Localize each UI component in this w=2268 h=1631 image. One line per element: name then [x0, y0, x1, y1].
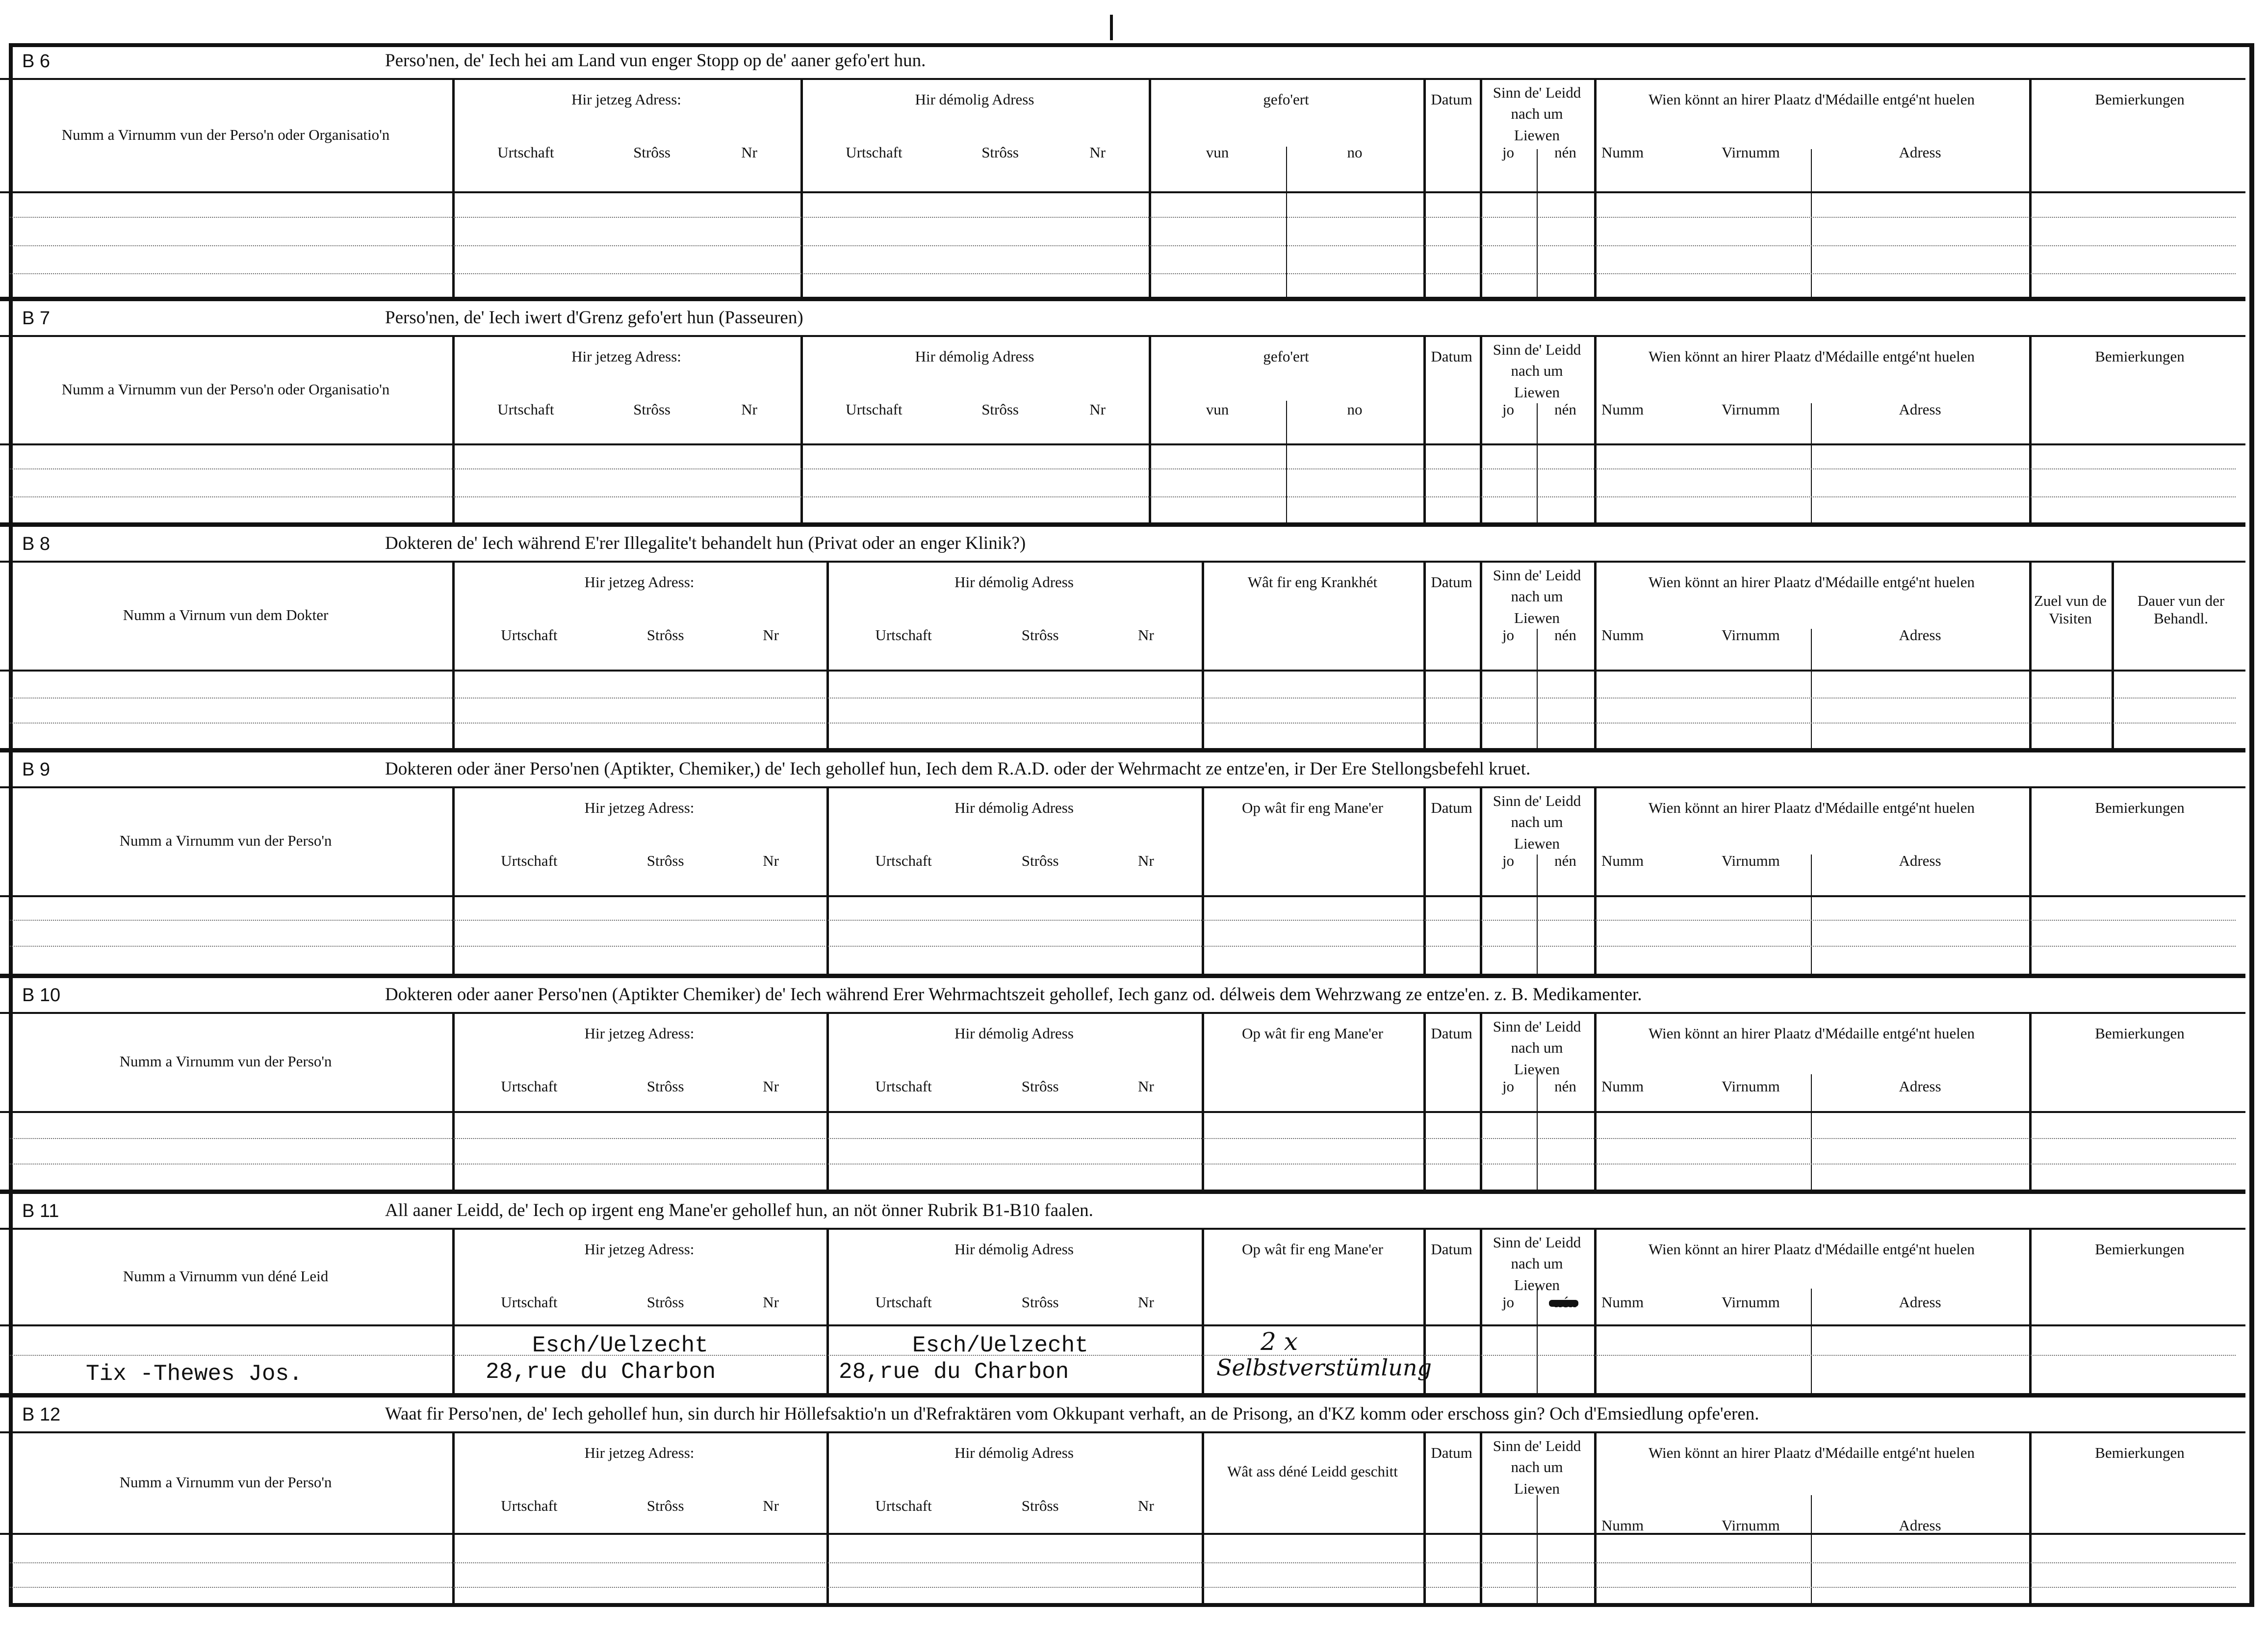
wien-virnumm: Virnumm	[1722, 144, 1780, 161]
kind-header: Op wât fir eng Mane'er	[1242, 1025, 1383, 1042]
section-title: Waat fir Perso'nen, de' Iech gehollef hun, sin durch hir Höllefsaktio'n un d'Refraktären vom Okkupant verhaft, an de Prisong, an d'KZ komm oder erschoss gin? Och d'Emsiedlung opfe'eren.	[385, 1404, 1759, 1424]
wien-header: Wien könnt an hirer Plaatz d'Médaille entgé'nt huelen	[1648, 1025, 1975, 1042]
wien-header: Wien könnt an hirer Plaatz d'Médaille entgé'nt huelen	[1648, 1444, 1975, 1461]
wien-divider	[1811, 629, 1812, 748]
column-divider	[1594, 337, 1597, 522]
former-address-urtschaft: Urtschaft	[875, 1078, 932, 1095]
column-divider	[2029, 563, 2032, 748]
former-address-stross: Strôss	[981, 401, 1019, 418]
sinn-jo: jo	[1502, 626, 1515, 644]
data-separator	[0, 1324, 2245, 1326]
former-address-urtschaft: Urtschaft	[846, 144, 902, 161]
sinn-jo: jo	[1502, 852, 1515, 869]
datum-header: Datum	[1431, 1241, 1472, 1258]
section-code: B 8	[22, 534, 51, 554]
data-row-line	[10, 1355, 2236, 1356]
current-address-header: Hir jetzeg Adress:	[584, 1241, 695, 1258]
former-address-nr: Nr	[1137, 1078, 1154, 1095]
sinn-nen: nén	[1554, 626, 1576, 644]
column-divider	[1594, 1433, 1597, 1604]
section-code: B 12	[22, 1404, 61, 1425]
column-divider	[2112, 563, 2114, 748]
section-bottom-rule	[0, 974, 2245, 978]
kind-header: Op wât fir eng Mane'er	[1242, 1241, 1383, 1258]
data-row-line	[10, 698, 2236, 699]
data-separator	[0, 1111, 2245, 1113]
entry-former-town: Esch/Uelzecht	[912, 1333, 1088, 1358]
wien-virnumm: Virnumm	[1722, 1517, 1780, 1534]
current-address-stross: Strôss	[646, 852, 684, 869]
section-b6	[0, 45, 2245, 300]
current-address-nr: Nr	[763, 1294, 779, 1311]
section-header-rule	[0, 1431, 2245, 1433]
section-bottom-rule	[0, 1190, 2245, 1194]
former-address-stross: Strôss	[1021, 1078, 1059, 1095]
data-row-line	[10, 1587, 2236, 1588]
current-address-stross: Strôss	[633, 401, 670, 418]
former-address-stross: Strôss	[1021, 852, 1059, 869]
current-address-urtschaft: Urtschaft	[497, 144, 554, 161]
name-column-header: Numm a Virnumm vun der Perso'n	[119, 1473, 332, 1491]
sinn-header: Sinn de' Leidd nach um Liewen	[1493, 567, 1581, 626]
wien-adress: Adress	[1899, 1517, 1941, 1534]
section-b9	[0, 753, 2245, 977]
former-address-nr: Nr	[1137, 1294, 1154, 1311]
wien-divider	[1811, 149, 1812, 297]
column-divider	[1594, 80, 1597, 297]
former-address-stross: Strôss	[1021, 626, 1059, 644]
gefoert-vun: vun	[1206, 144, 1229, 161]
struck-out-nen	[1549, 1300, 1578, 1307]
current-address-nr: Nr	[741, 401, 758, 418]
column-divider	[1202, 563, 1204, 748]
column-divider	[1480, 1433, 1482, 1604]
section-code: B 9	[22, 759, 51, 780]
wien-numm: Numm	[1601, 144, 1644, 161]
current-address-urtschaft: Urtschaft	[501, 852, 558, 869]
data-row-line	[10, 468, 2236, 469]
wien-adress: Adress	[1899, 626, 1941, 644]
sinn-nen: nén	[1554, 401, 1576, 418]
former-address-urtschaft: Urtschaft	[875, 852, 932, 869]
data-row-line	[10, 1562, 2236, 1563]
entry-manner: Selbstverstümlung	[1216, 1354, 1432, 1381]
sinn-nen: nén	[1554, 144, 1576, 161]
column-divider	[800, 80, 803, 297]
former-address-stross: Strôss	[1021, 1294, 1059, 1311]
former-address-urtschaft: Urtschaft	[846, 401, 902, 418]
kind-header: Wât ass déné Leidd geschitt	[1227, 1463, 1398, 1480]
section-title: Dokteren oder äner Perso'nen (Aptikter, Chemiker,) de' Iech gehollef hun, Iech dem R.A.D. oder der Wehrmacht ze entze'en, ir Der Ere Stellongsbefehl kruet.	[385, 759, 1531, 779]
wien-numm: Numm	[1601, 401, 1644, 418]
sinn-header: Sinn de' Leidd nach um Liewen	[1493, 1234, 1581, 1294]
section-b7	[0, 302, 2245, 526]
section-b8	[0, 527, 2245, 751]
sinn-jo: jo	[1502, 1294, 1515, 1311]
gefoert-header: gefo'ert	[1263, 348, 1309, 365]
wien-header: Wien könnt an hirer Plaatz d'Médaille entgé'nt huelen	[1648, 91, 1975, 108]
section-bottom-rule	[0, 1393, 2245, 1398]
former-address-header: Hir démolig Adress	[915, 91, 1034, 108]
wien-adress: Adress	[1899, 401, 1941, 418]
data-row-line	[10, 1138, 2236, 1139]
name-column-header: Numm a Virnumm vun der Perso'n	[119, 1053, 332, 1070]
current-address-stross: Strôss	[646, 1497, 684, 1514]
wien-virnumm: Virnumm	[1722, 626, 1780, 644]
name-column-header: Numm a Virnumm vun der Perso'n	[119, 832, 332, 849]
section-title: Dokteren oder aaner Perso'nen (Aptikter Chemiker) de' Iech während Erer Wehrmachtszeit gehollef, Iech ganz od. délweis dem Wehrzwang ze entze'en. z. B. Medikamenter.	[385, 984, 1642, 1005]
column-divider	[452, 80, 455, 297]
wien-header: Wien könnt an hirer Plaatz d'Médaille entgé'nt huelen	[1648, 1241, 1975, 1258]
gefoert-divider	[1286, 147, 1287, 297]
section-bottom-rule	[0, 748, 2245, 752]
section-title: All aaner Leidd, de' Iech op irgent eng Mane'er gehollef hun, an nöt önner Rubrik B1-B10 faalen.	[385, 1200, 1093, 1220]
data-row-line	[10, 496, 2236, 497]
former-address-urtschaft: Urtschaft	[875, 1294, 932, 1311]
wien-numm: Numm	[1601, 1294, 1644, 1311]
datum-header: Datum	[1431, 91, 1472, 108]
section-title: Perso'nen, de' Iech iwert d'Grenz gefo'ert hun (Passeuren)	[385, 308, 803, 328]
former-address-nr: Nr	[1137, 626, 1154, 644]
data-separator	[0, 895, 2245, 897]
current-address-nr: Nr	[763, 626, 779, 644]
wien-adress: Adress	[1899, 144, 1941, 161]
section-header	[0, 1398, 2245, 1431]
bemierkungen-header: Bemierkungen	[2095, 1241, 2185, 1258]
wien-header: Wien könnt an hirer Plaatz d'Médaille entgé'nt huelen	[1648, 799, 1975, 816]
sinn-header: Sinn de' Leidd nach um Liewen	[1493, 1437, 1581, 1497]
name-column-header: Numm a Virnumm vun der Perso'n oder Organisatio'n	[61, 126, 390, 143]
kind-header: Wât fir eng Krankhét	[1247, 573, 1378, 591]
former-address-nr: Nr	[1089, 401, 1106, 418]
current-address-stross: Strôss	[646, 626, 684, 644]
entry-former-street: 28,rue du Charbon	[839, 1359, 1069, 1385]
datum-header: Datum	[1431, 348, 1472, 365]
current-address-header: Hir jetzeg Adress:	[584, 799, 695, 816]
entry-current-town: Esch/Uelzecht	[532, 1333, 708, 1358]
entry-current-street: 28,rue du Charbon	[486, 1359, 716, 1385]
sinn-jo: jo	[1502, 144, 1515, 161]
datum-header: Datum	[1431, 1025, 1472, 1042]
name-column-header: Numm a Virnumm vun déné Leid	[123, 1267, 329, 1285]
former-address-urtschaft: Urtschaft	[875, 1497, 932, 1514]
column-divider	[1594, 1230, 1597, 1393]
wien-adress: Adress	[1899, 1294, 1941, 1311]
sinn-divider	[1537, 629, 1538, 748]
current-address-stross: Strôss	[646, 1294, 684, 1311]
current-address-urtschaft: Urtschaft	[501, 1497, 558, 1514]
datum-header: Datum	[1431, 1444, 1472, 1461]
former-address-stross: Strôss	[981, 144, 1019, 161]
wien-numm: Numm	[1601, 1517, 1644, 1534]
current-address-header: Hir jetzeg Adress:	[571, 91, 681, 108]
wien-virnumm: Virnumm	[1722, 852, 1780, 869]
former-address-header: Hir démolig Adress	[954, 1025, 1074, 1042]
sinn-header: Sinn de' Leidd nach um Liewen	[1493, 1018, 1581, 1078]
name-column-header: Numm a Virnumm vun der Perso'n oder Organisatio'n	[61, 380, 390, 398]
section-code: B 6	[22, 51, 51, 72]
current-address-nr: Nr	[741, 144, 758, 161]
current-address-header: Hir jetzeg Adress:	[584, 1025, 695, 1042]
section-title: Perso'nen, de' Iech hei am Land vun enger Stopp op de' aaner gefo'ert hun.	[385, 51, 926, 71]
data-separator	[0, 191, 2245, 193]
former-address-header: Hir démolig Adress	[954, 1444, 1074, 1461]
current-address-urtschaft: Urtschaft	[497, 401, 554, 418]
former-address-header: Hir démolig Adress	[954, 573, 1074, 591]
current-address-stross: Strôss	[646, 1078, 684, 1095]
current-address-nr: Nr	[763, 1078, 779, 1095]
wien-header: Wien könnt an hirer Plaatz d'Médaille entgé'nt huelen	[1648, 348, 1975, 365]
section-header-rule	[0, 1228, 2245, 1230]
former-address-header: Hir démolig Adress	[954, 1241, 1074, 1258]
gefoert-no: no	[1347, 144, 1363, 161]
section-b12	[0, 1398, 2245, 1604]
current-address-stross: Strôss	[633, 144, 670, 161]
gefoert-no: no	[1347, 401, 1363, 418]
wien-header: Wien könnt an hirer Plaatz d'Médaille entgé'nt huelen	[1648, 573, 1975, 591]
sinn-jo: jo	[1502, 1078, 1515, 1095]
bemierkungen-header: Bemierkungen	[2095, 799, 2185, 816]
column-divider	[1480, 337, 1482, 522]
current-address-header: Hir jetzeg Adress:	[584, 1444, 695, 1461]
column-divider	[1202, 1230, 1204, 1393]
wien-numm: Numm	[1601, 1078, 1644, 1095]
data-row-line	[10, 273, 2236, 274]
current-address-nr: Nr	[763, 1497, 779, 1514]
section-title: Dokteren de' Iech während E'rer Illegalite't behandelt hun (Privat oder an enger Klinik?)	[385, 533, 1026, 553]
wien-virnumm: Virnumm	[1722, 1294, 1780, 1311]
datum-header: Datum	[1431, 799, 1472, 816]
former-address-nr: Nr	[1137, 1497, 1154, 1514]
gefoert-header: gefo'ert	[1263, 91, 1309, 108]
column-divider	[1480, 80, 1482, 297]
wien-numm: Numm	[1601, 852, 1644, 869]
data-row-line	[10, 1164, 2236, 1165]
data-row-line	[10, 723, 2236, 724]
section-header	[0, 753, 2245, 786]
section-header-rule	[0, 786, 2245, 788]
section-code: B 11	[22, 1201, 59, 1221]
sinn-divider	[1537, 403, 1538, 522]
data-row-line	[10, 946, 2236, 947]
former-address-stross: Strôss	[1021, 1497, 1059, 1514]
former-address-header: Hir démolig Adress	[915, 348, 1034, 365]
section-header-rule	[0, 561, 2245, 563]
bemierkungen-header: Bemierkungen	[2095, 91, 2185, 108]
datum-header: Datum	[1431, 573, 1472, 591]
section-header	[0, 527, 2245, 561]
sinn-jo: jo	[1502, 401, 1515, 418]
wien-adress: Adress	[1899, 1078, 1941, 1095]
section-header	[0, 979, 2245, 1012]
wien-adress: Adress	[1899, 852, 1941, 869]
sinn-nen: nén	[1554, 852, 1576, 869]
sinn-header: Sinn de' Leidd nach um Liewen	[1493, 792, 1581, 852]
gefoert-vun: vun	[1206, 401, 1229, 418]
wien-virnumm: Virnumm	[1722, 1078, 1780, 1095]
section-header-rule	[0, 1012, 2245, 1014]
kind-header: Op wât fir eng Mane'er	[1242, 799, 1383, 816]
dauer-header: Dauer vun der Behandl.	[2137, 592, 2225, 627]
entry-count: 2 x	[1261, 1327, 1298, 1356]
data-separator	[0, 443, 2245, 445]
wien-virnumm: Virnumm	[1722, 401, 1780, 418]
wien-divider	[1811, 854, 1812, 974]
top-mark	[1110, 15, 1113, 40]
section-code: B 7	[22, 308, 51, 329]
sinn-divider	[1537, 149, 1538, 297]
section-header	[0, 1194, 2245, 1228]
section-code: B 10	[22, 985, 61, 1006]
former-address-nr: Nr	[1089, 144, 1106, 161]
data-separator	[0, 670, 2245, 672]
current-address-nr: Nr	[763, 852, 779, 869]
column-divider	[1423, 80, 1426, 297]
gefoert-divider	[1286, 401, 1287, 522]
former-address-nr: Nr	[1137, 852, 1154, 869]
column-divider	[1480, 1230, 1482, 1393]
section-bottom-rule	[0, 297, 2245, 301]
name-column-header: Numm a Virnum vun dem Dokter	[123, 606, 329, 623]
sinn-header: Sinn de' Leidd nach um Liewen	[1493, 84, 1581, 144]
section-b10	[0, 979, 2245, 1193]
section-header	[0, 302, 2245, 335]
current-address-urtschaft: Urtschaft	[501, 1078, 558, 1095]
bemierkungen-header: Bemierkungen	[2095, 1025, 2185, 1042]
zuel-header: Zuel vun de Visiten	[2034, 592, 2107, 627]
section-header	[0, 45, 2245, 78]
data-row-line	[10, 920, 2236, 921]
current-address-header: Hir jetzeg Adress:	[584, 573, 695, 591]
section-header-rule	[0, 78, 2245, 80]
section-b11	[0, 1194, 2245, 1397]
wien-divider	[1811, 403, 1812, 522]
column-divider	[1480, 563, 1482, 748]
former-address-urtschaft: Urtschaft	[875, 626, 932, 644]
current-address-urtschaft: Urtschaft	[501, 626, 558, 644]
bemierkungen-header: Bemierkungen	[2095, 1444, 2185, 1461]
sinn-divider	[1537, 854, 1538, 974]
current-address-urtschaft: Urtschaft	[501, 1294, 558, 1311]
sinn-header: Sinn de' Leidd nach um Liewen	[1493, 341, 1581, 401]
current-address-header: Hir jetzeg Adress:	[571, 348, 681, 365]
section-bottom-rule	[0, 522, 2245, 527]
data-row-line	[10, 217, 2236, 218]
former-address-header: Hir démolig Adress	[954, 799, 1074, 816]
wien-numm: Numm	[1601, 626, 1644, 644]
column-divider	[2029, 80, 2032, 297]
column-divider	[1202, 1433, 1204, 1604]
column-divider	[1149, 80, 1151, 297]
data-row-line	[10, 245, 2236, 246]
sinn-nen: nén	[1554, 1078, 1576, 1095]
bemierkungen-header: Bemierkungen	[2095, 348, 2185, 365]
section-header-rule	[0, 335, 2245, 337]
entry-name: Tix -Thewes Jos.	[86, 1361, 303, 1387]
column-divider	[1594, 563, 1597, 748]
